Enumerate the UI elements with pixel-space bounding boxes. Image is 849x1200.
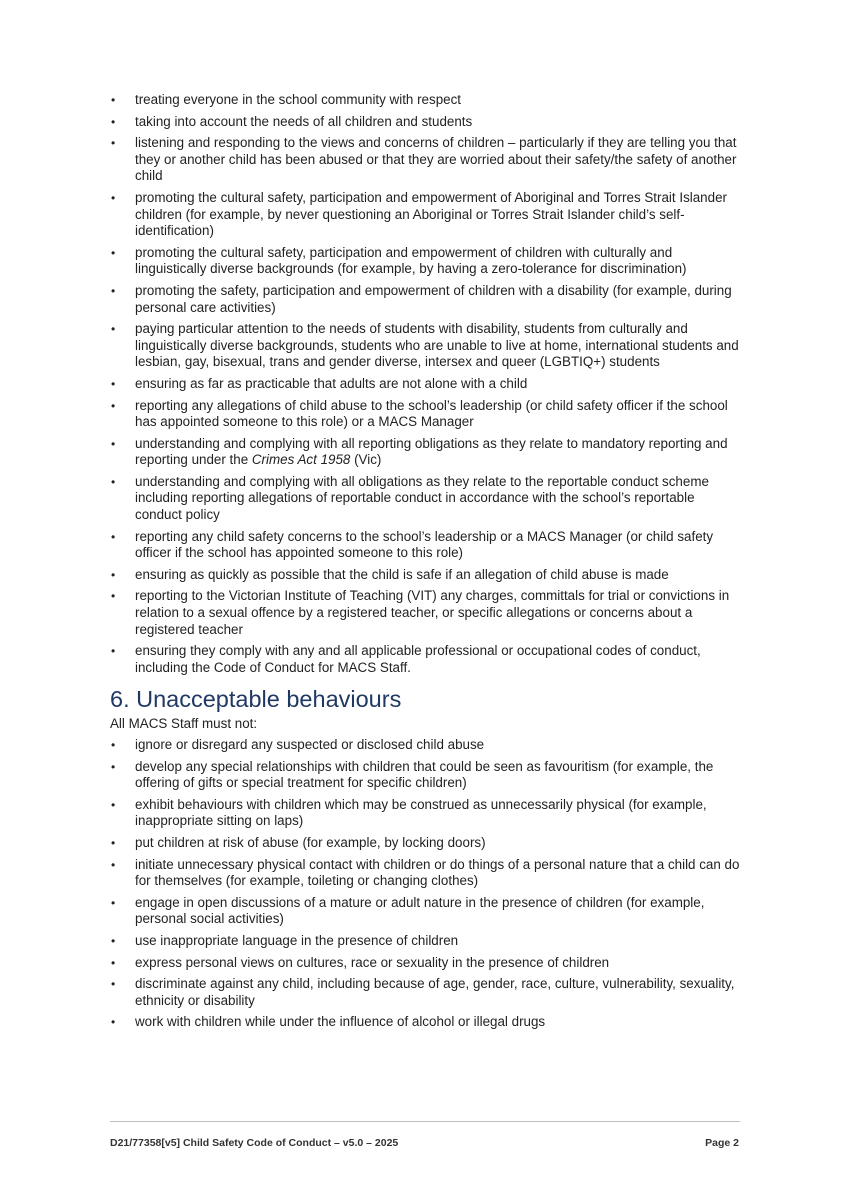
list-item-text: understanding and complying with all obligations as they relate to the reportable conduct scheme including reporting allegations of reportable conduct in accordance with the school’s reportable conduct policy (135, 473, 709, 523)
list-item (110, 92, 742, 109)
text-segment: understanding and complying with all reporting obligations as they relate to mandatory reporting and reporting under the (135, 435, 728, 468)
bullet-icon: • (111, 567, 116, 582)
section-heading: 6. Unacceptable behaviours (110, 686, 402, 713)
list-item (110, 283, 742, 316)
list-item (110, 643, 742, 676)
list-item-text: taking into account the needs of all children and students (135, 113, 473, 129)
list-item (110, 588, 742, 638)
list-item (110, 895, 742, 928)
list-item (110, 955, 742, 972)
bullet-icon: • (111, 436, 116, 451)
bullet-icon: • (111, 136, 116, 151)
list-item-text: ensuring as quickly as possible that the child is safe if an allegation of child abuse is made (135, 566, 669, 582)
list-item-text: use inappropriate language in the presence of children (135, 932, 459, 948)
list-item (110, 376, 742, 393)
bullet-icon: • (111, 835, 116, 850)
list-item-text: reporting any allegations of child abuse to the school’s leadership (or child safety officer if the school has appointed someone to this role) or a MACS Manager (135, 397, 728, 430)
list-item-text: express personal views on cultures, race or sexuality in the presence of children (135, 954, 610, 970)
bullet-icon: • (111, 977, 116, 992)
list-item (110, 976, 742, 1009)
bullet-icon: • (111, 190, 116, 205)
list-item (110, 245, 742, 278)
section-intro: All MACS Staff must not: (110, 716, 258, 732)
footer-document-reference: D21/77358[v5] Child Safety Code of Conduct – v5.0 – 2025 (110, 1137, 399, 1149)
list-item (110, 567, 742, 584)
list-item (110, 857, 742, 890)
bullet-icon: • (111, 738, 116, 752)
list-item-text: promoting the safety, participation and empowerment of children with a disability (for example, during personal care activities) (135, 282, 732, 315)
document-page (110, 92, 742, 1036)
bullet-icon: • (111, 955, 116, 970)
list-item-text: engage in open discussions of a mature or adult nature in the presence of children (for example, personal social activities) (135, 894, 705, 927)
footer-page-number: Page 2 (705, 1137, 739, 1149)
list-item-text: promoting the cultural safety, participation and empowerment of children with culturally and linguistically diverse backgrounds (for example, by having a zero-tolerance for discrimination) (135, 244, 687, 277)
list-item-text: put children at risk of abuse (for example, by locking doors) (135, 834, 486, 850)
list-item (110, 474, 742, 524)
list-item-text: listening and responding to the views and concerns of children – particularly if they are telling you that they or another child has been abused or that they are worried about their safety/the safety of another child (135, 135, 737, 184)
list-item-text: ensuring they comply with any and all applicable professional or occupational codes of conduct, including the Code of Conduct for MACS Staff. (135, 643, 701, 675)
text-segment: (Vic) (350, 452, 382, 468)
list-item (110, 436, 742, 469)
bullet-icon: • (111, 589, 116, 604)
bullet-icon: • (111, 322, 116, 337)
list-item (110, 1014, 742, 1031)
list-item-text: develop any special relationships with children that could be seen as favouritism (for example, the offering of gifts or special treatment for specific children) (135, 758, 714, 791)
list-item (110, 321, 742, 371)
list-item (110, 835, 742, 852)
bullet-icon: • (111, 398, 116, 413)
list-item (110, 759, 742, 792)
bullet-icon: • (111, 283, 116, 298)
list-item-text: initiate unnecessary physical contact with children or do things of a personal nature that a child can do for themselves (for example, toileting or changing clothes) (135, 856, 740, 889)
bullet-icon: • (111, 857, 116, 872)
list-item (110, 398, 742, 431)
bullet-icon: • (111, 797, 116, 812)
bullet-icon: • (111, 245, 116, 260)
list-item (110, 190, 742, 240)
list-item (110, 933, 742, 950)
bullet-icon: • (111, 759, 116, 774)
list-item-text: treating everyone in the school community with respect (135, 92, 461, 107)
act-title: Crimes Act 1958 (251, 452, 351, 468)
list-item-text: ensuring as far as practicable that adults are not alone with a child (135, 375, 528, 391)
bullet-icon: • (111, 114, 116, 129)
bullet-icon: • (111, 644, 116, 659)
list-item-text: work with children while under the influence of alcohol or illegal drugs (135, 1014, 546, 1030)
list-item-text: reporting any child safety concerns to the school’s leadership or a MACS Manager (or child safety officer if the school has appointed someone to this role) (135, 528, 714, 561)
bullet-icon: • (111, 474, 116, 489)
list-item (110, 135, 742, 185)
bullet-icon: • (111, 933, 116, 948)
responsibilities-list (110, 92, 742, 676)
list-item-text: paying particular attention to the needs of students with disability, students from culturally and linguistically diverse backgrounds, students who are unable to live at home, international students and lesbian, gay, bisexual, trans and gender diverse, intersex and queer (LGBTIQ+) students (135, 321, 739, 370)
bullet-icon: • (111, 895, 116, 910)
list-item (110, 737, 742, 754)
list-item-text: discriminate against any child, including because of age, gender, race, culture, vulnerability, sexuality, ethnicity or disability (135, 976, 735, 1008)
list-item (110, 529, 742, 562)
bullet-icon: • (111, 93, 116, 107)
bullet-icon: • (111, 376, 116, 391)
list-item-text: exhibit behaviours with children which may be construed as unnecessarily physical (for example, inappropriate sitting on laps) (135, 796, 707, 829)
unacceptable-behaviours-list (110, 737, 742, 1031)
list-item-text (135, 436, 728, 468)
list-item (110, 114, 742, 131)
footer-divider (110, 1121, 740, 1122)
list-item-text: promoting the cultural safety, participation and empowerment of Aboriginal and Torres Strait Islander children (for example, by never questioning an Aboriginal or Torres Strait Islander child’s self-identification) (135, 189, 727, 239)
list-item (110, 797, 742, 830)
bullet-icon: • (111, 529, 116, 544)
bullet-icon: • (111, 1015, 116, 1030)
list-item-text: reporting to the Victorian Institute of Teaching (VIT) any charges, committals for trial or convictions in relation to a sexual offence by a registered teacher, or specific allegations or concerns about a registered teacher (135, 588, 730, 637)
list-item-text: ignore or disregard any suspected or disclosed child abuse (135, 737, 485, 752)
